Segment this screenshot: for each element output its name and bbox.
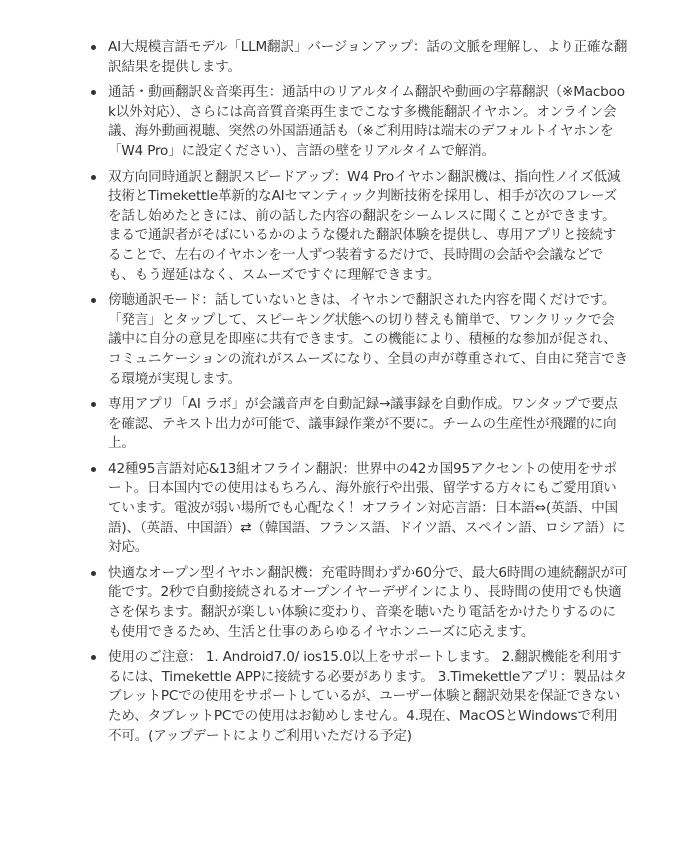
bullet-icon xyxy=(91,467,96,472)
bullet-icon xyxy=(91,571,96,576)
feature-text: AI大規模言語モデル「LLM翻訳」バージョンアップ：話の文脈を理解し、より正確な翻訳結果を提供します。 xyxy=(108,39,628,75)
bullet-icon xyxy=(91,45,96,50)
bullet-icon xyxy=(91,402,96,407)
feature-text: 通話・動画翻訳＆音楽再生：通話中のリアルタイム翻訳や動画の字幕翻訳（※Macbook以外対応）、さらには高音質音楽再生までこなす多機能翻訳イヤホン。オンライン会議、海外動画視聴、突然の外国語通話も（※ご利用時は端末のデフォルトイヤホンを「W4 Pro」に設定ください）、言語の壁をリアルタイムで解消。 xyxy=(108,84,625,159)
feature-item-ai-lab xyxy=(88,395,628,454)
feature-text: 快適なオープン型イヤホン翻訳機：充電時間わずか60分で、最大6時間の連続翻訳が可能です。2秒で自動接続されるオープンイヤーデザインにより、長時間の使用でも快適さを保ちます。翻訳が楽しい体験に変わり、音楽を聴いたり電話をかけたりするのにも使用できるため、生活と仕事のあらゆるイヤホンニーズに応えます。 xyxy=(108,564,628,640)
feature-item-listen-mode xyxy=(88,291,628,389)
feature-bullet-list xyxy=(88,38,628,752)
feature-item-usage-notes xyxy=(88,648,628,746)
feature-item-languages-offline xyxy=(88,460,628,558)
feature-item-open-ear-design xyxy=(88,564,628,642)
feature-text: 専用アプリ「AI ラボ」が会議音声を自動記録→議事録を自動作成。ワンタップで要点を確認、テキスト出力が可能で、議事録作業が不要に。チームの生産性が飛躍的に向上。 xyxy=(108,396,618,452)
feature-item-call-video-translation xyxy=(88,83,628,161)
feature-text: 傍聴通訳モード：話していないときは、イヤホンで翻訳された内容を聞くだけです。「発言」とタップして、スピーキング状態への切り替えも簡単で、ワンクリックで会議中に自分の意見を即座に共有できます。この機能により、積極的な参加が促され、コミュニケーションの流れがスムーズになり、全員の声が尊重されて、自由に発言できる環境が実現します。 xyxy=(108,292,628,387)
bullet-icon xyxy=(91,90,96,95)
feature-text: 使用のご注意： 1. Android7.0/ ios15.0以上をサポートします。 2.翻訳機能を利用するには、Timekettle APPに接続する必要があります。 3.Timekettleアプリ：製品はタブレットPCでの使用をサポートしているが、ユーザー体験と翻訳効果を保証できないため、タブレットPCでの使用はお勧めしません。4.現在、MacOSとWindowsで利用不可。(アップデートによりご利用いただける予定) xyxy=(108,649,627,744)
bullet-icon xyxy=(91,655,96,660)
bullet-icon xyxy=(91,175,96,180)
feature-text: 42種95言語対応&13組オフライン翻訳：世界中の42カ国95アクセントの使用をサポート。日本国内での使用はもちろん、海外旅行や出張、留学する方々にもご愛用頂いています。電波が弱い場所でも心配なく！オフライン対応言語：日本語⇔(英語、中国語)、（英語、中国語）⇄（韓国語、フランス語、ドイツ語、スペイン語、ロシア語）に対応。 xyxy=(108,460,626,556)
feature-text: 双方向同時通訳と翻訳スピードアップ：W4 Proイヤホン翻訳機は、指向性ノイズ低減技術とTimekettle革新的なAIセマンティック判断技術を採用し、相手が次のフレーズを話し始めたときには、前の話した内容の翻訳をシームレスに聞くことができます。まるで通訳者がそばにいるかのような優れた翻訳体験を提供し、専用アプリと接続することで、左右のイヤホンを一人ずつ装着するだけで、長時間の会話や会議などでも、もう遅延はなく、スムーズですぐに理解できます。 xyxy=(108,168,621,283)
feature-item-simultaneous-interpretation xyxy=(88,168,628,286)
feature-item-llm-translation xyxy=(88,38,628,77)
bullet-icon xyxy=(91,298,96,303)
